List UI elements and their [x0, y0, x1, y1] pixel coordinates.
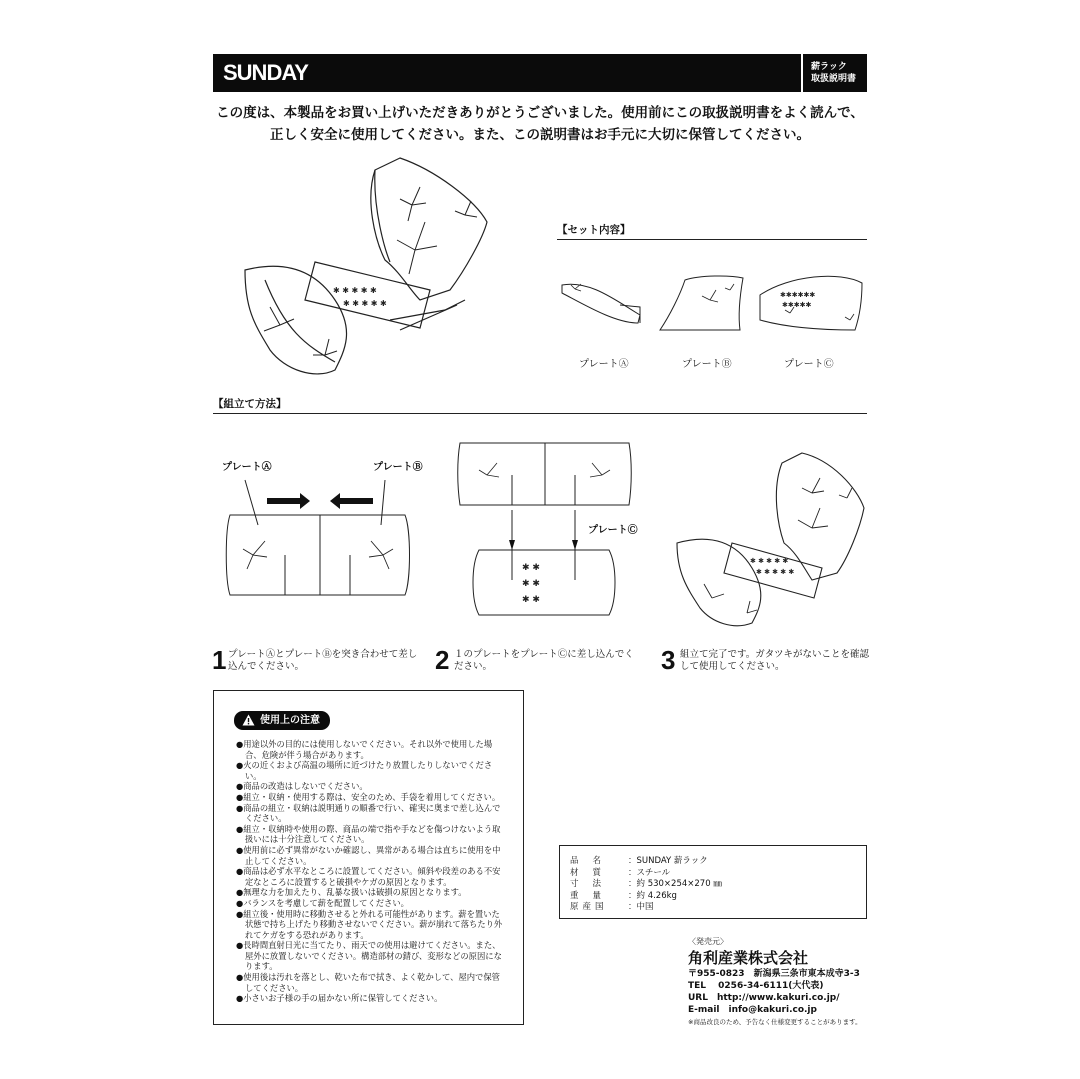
warning-icon	[242, 714, 255, 726]
svg-text:✱ ✱: ✱ ✱	[522, 579, 540, 589]
caution-item: ●商品の組立・収納は説明通りの順番で行い、確実に奥まで差し込んでください。	[236, 802, 501, 824]
spec-value: ：SUNDAY 薪ラック	[628, 856, 708, 866]
caution-heading: 使用上の注意	[260, 715, 320, 726]
step1-text-line2: 込んでください。	[228, 661, 305, 672]
step2-text-line1: １のプレートをプレートⒸに差し込んでく	[454, 649, 634, 660]
spec-label: 寸法	[570, 879, 616, 889]
spec-row	[570, 856, 722, 868]
caution-list	[236, 739, 506, 1004]
spec-value: ：スチール	[628, 867, 671, 878]
spec-value: ：約 4.26kg	[628, 890, 677, 901]
caution-item: ●用途以外の目的には使用しないでください。それ以外で使用した場合、危険が伴う場合があります。	[236, 739, 493, 760]
spec-row	[570, 891, 722, 903]
set-plate-a-label: プレートⒶ	[579, 359, 629, 370]
document-title-line2: 取扱説明書	[811, 74, 857, 84]
step3-text-line2: して使用してください。	[680, 661, 785, 672]
seller-tel: TEL 0256-34-6111(大代表)	[688, 981, 824, 991]
spec-label: 品名	[570, 856, 616, 866]
spec-box	[559, 845, 867, 919]
step3-diagram	[672, 448, 868, 628]
seller-email: E-mail info@kakuri.co.jp	[688, 1005, 817, 1015]
spec-table	[570, 856, 722, 914]
step3-text	[680, 649, 869, 673]
svg-text:✱ ✱ ✱ ✱ ✱: ✱ ✱ ✱ ✱ ✱	[750, 557, 789, 565]
step3-number: 3	[661, 645, 676, 675]
header-bar	[213, 54, 867, 92]
spec-label: 材質	[570, 867, 616, 878]
set-plate-b-label: プレートⒷ	[682, 359, 732, 370]
spec-row	[570, 879, 722, 891]
step1-plate-b-label: プレートⒷ	[373, 462, 423, 473]
svg-text:✱✱✱✱✱: ✱✱✱✱✱	[782, 301, 812, 309]
document-title	[801, 54, 867, 92]
step1-text-line1: プレートⒶとプレートⒷを突き合わせて差し	[228, 649, 418, 660]
svg-text:✱ ✱: ✱ ✱	[522, 563, 540, 573]
caution-item: ●組立・収納・使用する際は、安全のため、手袋を着用してください。	[236, 791, 501, 802]
seller-url: URL http://www.kakuri.co.jp/	[688, 993, 840, 1003]
caution-item: ●組立・収納時や使用の際、商品の端で指や手などを傷つけないよう取扱いには十分注意してください。	[236, 823, 501, 845]
intro-line2: 正しく安全に使用してください。また、この説明書はお手元に大切に保管してください。	[270, 127, 810, 143]
spec-row	[570, 902, 722, 914]
spec-value: ：中国	[628, 902, 654, 912]
step2-text-line2: ださい。	[454, 661, 493, 672]
svg-text:✱ ✱: ✱ ✱	[522, 595, 540, 605]
caution-heading-badge	[234, 711, 330, 730]
seller-note: ※商品改良のため、予告なく仕様変更することがあります。	[688, 1018, 862, 1026]
caution-item: ●火の近くおよび高温の場所に近づけたり放置したりしないでください。	[236, 760, 493, 781]
svg-text:✱✱✱✱✱✱: ✱✱✱✱✱✱	[780, 291, 816, 299]
step2-text	[454, 649, 634, 673]
brand-logo: SUNDAY	[223, 60, 308, 85]
caution-item: ●使用前に必ず異常がないか確認し、異常がある場合は直ちに使用を中止してください。	[236, 844, 501, 866]
assembly-heading: 【組立て方法】	[213, 396, 867, 414]
caution-item: ●長時間直射日光に当てたり、雨天での使用は避けてください。また、屋外に放置しないでください。構造部材の錆び、変形などの原因になります。	[236, 940, 502, 972]
caution-item: ●使用後は汚れを落とし、乾いた布で拭き、よく乾かして、屋内で保管してください。	[236, 972, 500, 993]
set-contents-heading: 【セット内容】	[557, 222, 867, 240]
seller-tag: 〈発売元〉	[688, 937, 728, 946]
svg-text:✱ ✱ ✱ ✱ ✱: ✱ ✱ ✱ ✱ ✱	[343, 299, 387, 308]
caution-box	[213, 690, 524, 1025]
spec-label: 原産国	[570, 902, 608, 912]
caution-item: ●バランスを考慮して薪を配置してください。	[236, 897, 409, 908]
set-contents-illustration	[560, 275, 866, 337]
caution-item: ●無理な力を加えたり、乱暴な扱いは破損の原因となります。	[236, 887, 467, 898]
product-illustration	[225, 150, 495, 380]
caution-item: ●組立後・使用時に移動させると外れる可能性があります。薪を置いた状態で持ち上げたり移動させないでください。薪が崩れて落ちたり外れてケガをする恐れがあります。	[236, 908, 503, 940]
spec-row	[570, 868, 722, 880]
seller-address: 〒955-0823 新潟県三条市東本成寺3-3	[688, 969, 860, 979]
seller-company: 角利産業株式会社	[688, 949, 809, 967]
intro-line1: この度は、本製品をお買い上げいただきありがとうございました。使用前にこの取扱説明書をよく読んで、	[216, 105, 864, 121]
step1-plate-a-label: プレートⒶ	[222, 462, 272, 473]
spec-label: 重量	[570, 890, 616, 901]
document-title-line1: 薪ラック	[811, 62, 847, 72]
caution-item: ●商品の改造はしないでください。	[236, 781, 368, 792]
step1-text	[228, 649, 417, 673]
step1-diagram	[225, 470, 415, 600]
svg-text:✱ ✱ ✱ ✱ ✱: ✱ ✱ ✱ ✱ ✱	[756, 568, 795, 576]
caution-item: ●小さいお子様の手の届かない所に保管してください。	[236, 993, 443, 1004]
intro-text	[213, 102, 867, 146]
caution-item: ●商品は必ず水平なところに設置してください。傾斜や段差のある不安定なところに設置すると破損やケガの原因となります。	[236, 866, 501, 887]
step2-plate-c-label: プレートⒸ	[588, 525, 638, 536]
step2-number: 2	[435, 645, 450, 675]
spec-value: ：約 530×254×270 ㎜	[628, 879, 722, 889]
step3-text-line1: 組立て完了です。ガタツキがないことを確認	[680, 649, 869, 660]
svg-text:✱ ✱ ✱ ✱ ✱: ✱ ✱ ✱ ✱ ✱	[333, 286, 377, 295]
step1-number: 1	[212, 645, 227, 675]
set-plate-c-label: プレートⒸ	[784, 359, 834, 370]
